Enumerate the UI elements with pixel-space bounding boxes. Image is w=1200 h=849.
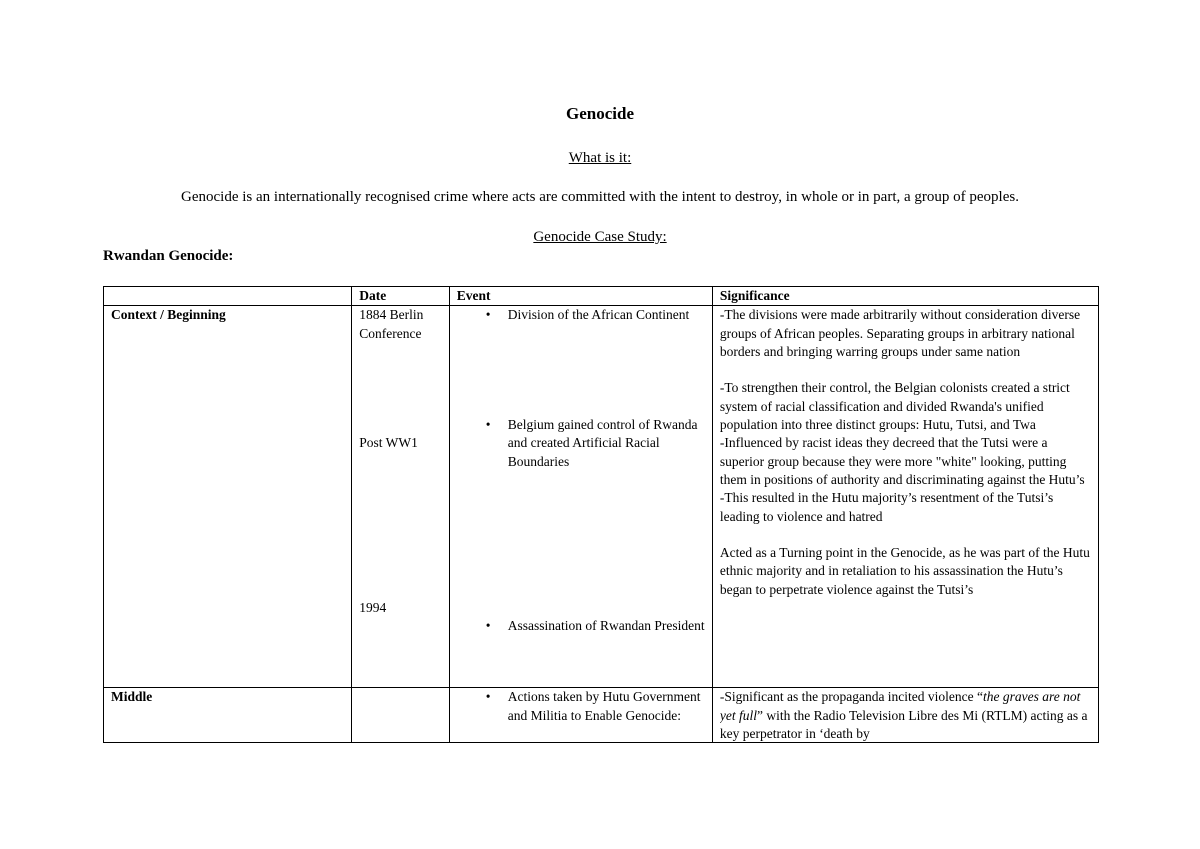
event-division: • Division of the African Continent xyxy=(457,306,705,324)
stage-cell: Context / Beginning xyxy=(104,306,352,688)
event-hutu-actions: • Actions taken by Hutu Government and Militia to Enable Genocide: xyxy=(457,688,705,725)
event-assassination: • Assassination of Rwandan President xyxy=(457,617,705,635)
case-study-table xyxy=(103,286,1099,743)
significance-divisions: -The divisions were made arbitrarily without consideration diverse groups of African peoples. Separating groups in arbitrary national borders and bringing warring groups under same nation xyxy=(719,307,1081,359)
table-row xyxy=(104,688,1099,743)
table-row xyxy=(104,306,1099,688)
significance-belgian-control: -To strengthen their control, the Belgian colonists created a strict system of racial classification and divided Rwanda's unified population into three distinct groups: Hutu, Tutsi, and Twa xyxy=(719,380,1070,433)
significance-racist-ideas: -Influenced by racist ideas they decreed that the Tutsi were a superior group because they were more "white" looking, putting them in positions of authority and discriminating against the Hutu’s xyxy=(719,435,1085,487)
quote-graves: the graves are not yet full xyxy=(719,689,1081,723)
genocide-definition: Genocide is an internationally recognised crime where acts are committed with the intent to destroy, in whole or in part, a group of peoples. xyxy=(181,189,1019,205)
significance-cell xyxy=(712,688,1098,743)
header-stage xyxy=(104,287,352,306)
event-cell xyxy=(449,306,712,688)
event-cell xyxy=(449,688,712,743)
header-significance: Significance xyxy=(712,287,1098,306)
date-cell xyxy=(352,688,450,743)
rwandan-genocide-heading: Rwandan Genocide: xyxy=(103,248,234,264)
significance-resentment: -This resulted in the Hutu majority’s resentment of the Tutsi’s leading to violence and hatred xyxy=(719,490,1054,524)
significance-turning-point: Acted as a Turning point in the Genocide, as he was part of the Hutu ethnic majority and in retaliation to his assassination the Hutu’s began to perpetrate violence against the Tutsi’s xyxy=(719,545,1090,597)
case-study-heading: Genocide Case Study: xyxy=(533,229,667,245)
significance-propaganda: -Significant as the propaganda incited violence “the graves are not yet full” with the Radio Television Libre des Mi (RTLM) acting as a key perpetrator in ‘death by xyxy=(719,689,1088,741)
page-title: Genocide xyxy=(566,104,634,123)
what-is-it-heading: What is it: xyxy=(568,150,632,166)
date-cell xyxy=(352,306,450,688)
stage-cell: Middle xyxy=(104,688,352,743)
date-1994: 1994 xyxy=(359,599,387,615)
date-post-ww1: Post WW1 xyxy=(359,435,418,451)
header-date: Date xyxy=(352,287,450,306)
significance-cell xyxy=(712,306,1098,688)
header-event: Event xyxy=(449,287,712,306)
event-belgium: • Belgium gained control of Rwanda and created Artificial Racial Boundaries xyxy=(457,416,705,471)
date-berlin: 1884 Berlin Conference xyxy=(359,307,424,341)
table-header-row xyxy=(104,287,1099,306)
